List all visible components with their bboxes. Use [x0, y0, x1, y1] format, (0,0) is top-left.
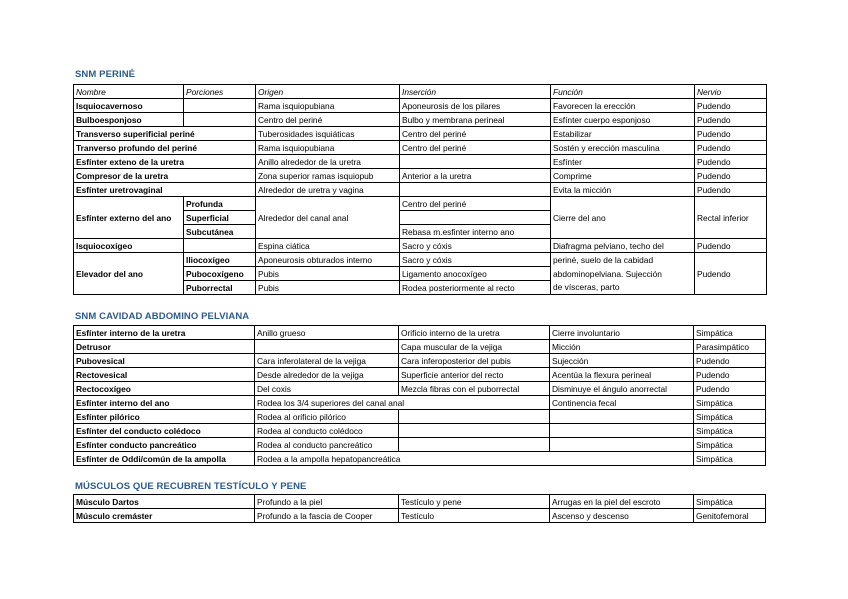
cell-nervio: Simpática [694, 396, 766, 410]
cell-origen: Anillo grueso [255, 326, 399, 340]
cell-insercion: Bulbo y membrana perineal [400, 113, 551, 127]
cell-origen: Cara inferolateral de la vejiga [255, 354, 399, 368]
cell-porciones: Pubocoxígeno [184, 267, 256, 281]
table-row [74, 197, 767, 211]
cell-nervio: Pudendo [694, 354, 766, 368]
cell-nombre: Esfínter del conducto colédoco [74, 424, 255, 438]
table-row [74, 438, 766, 452]
table-row [74, 183, 767, 197]
cell-insercion: Cara inferoposterior del pubis [399, 354, 550, 368]
cell-insercion: Centro del periné [400, 197, 551, 211]
cell-insercion [400, 155, 551, 169]
cell-nervio: Simpática [694, 452, 766, 466]
cell-origen: Zona superior ramas isquiopub [256, 169, 400, 183]
cell-insercion: Testículo y pene [399, 495, 550, 509]
table-row [74, 253, 767, 267]
cell-funcion: Disminuye el ángulo anorrectal [550, 382, 694, 396]
table-row [74, 141, 767, 155]
cell-origen: Alrededor del canal anal [256, 197, 400, 239]
cell-origen: Pubis [256, 281, 400, 295]
cell-nombre: Compresor de la uretra [74, 169, 256, 183]
cell-nombre: Esfínter externo del ano [74, 197, 184, 239]
cell-nombre: Esfínter uretrovaginal [74, 183, 256, 197]
cell-origen: Rama isquiopubiana [256, 99, 400, 113]
cell-insercion: Centro del periné [400, 141, 551, 155]
cell-origen: Alrededor de uretra y vagina [256, 183, 400, 197]
cell-nervio: Pudendo [695, 253, 767, 295]
cell-nombre: Tranverso profundo del periné [74, 141, 256, 155]
cell-nervio: Simpática [694, 495, 766, 509]
table-row [74, 155, 767, 169]
header-funcion: Función [551, 85, 695, 99]
cell-funcion: Evita la micción [551, 183, 695, 197]
cell-origen: Del coxis [255, 382, 399, 396]
cell-insercion: Aponeurosis de los pilares [400, 99, 551, 113]
table-row [74, 340, 766, 354]
cell-nervio: Simpática [694, 424, 766, 438]
cell-origen: Anillo alrededor de la uretra [256, 155, 400, 169]
cell-origen: Rama isquiopubiana [256, 141, 400, 155]
cell-nombre: Esfínter exteno de la uretra [74, 155, 256, 169]
cell-insercion [399, 410, 550, 424]
cell-nervio: Pudendo [695, 155, 767, 169]
cell-insercion [400, 211, 551, 225]
cell-insercion: Ligamento anocoxígeo [400, 267, 551, 281]
cell-funcion: Ascenso y descenso [550, 509, 694, 523]
table-row [74, 113, 767, 127]
cell-nombre: Pubovesical [74, 354, 255, 368]
cell-nombre: Detrusor [74, 340, 255, 354]
cell-funcion: periné, suelo de la cabidad [551, 253, 695, 267]
table-row [74, 326, 766, 340]
section-title-perine: SNM PERINÉ [75, 69, 136, 80]
cell-porciones: Subcutánea [184, 225, 256, 239]
cell-nervio: Simpática [694, 410, 766, 424]
cell-funcion: abdominopelviana. Sujección [551, 267, 695, 281]
cell-porciones [184, 99, 256, 113]
table-row [74, 239, 767, 253]
cell-nervio: Pudendo [694, 368, 766, 382]
cell-insercion: Rodea posteriormente al recto [400, 281, 551, 295]
table-row [74, 99, 767, 113]
cell-origen: Profundo a la fascia de Cooper [255, 509, 399, 523]
cell-nombre: Esfínter pilórico [74, 410, 255, 424]
table-row [74, 354, 766, 368]
cell-nombre: Transverso superificial periné [74, 127, 256, 141]
cell-nervio: Pudendo [695, 141, 767, 155]
cell-insercion: Sacro y cóxis [400, 253, 551, 267]
cell-nervio: Parasimpático [694, 340, 766, 354]
table-abdomino [73, 325, 766, 466]
cell-insercion: Mezcla fibras con el puborrectal [399, 382, 550, 396]
header-nervio: Nervio [695, 85, 767, 99]
cell-origen: Rodea al conducto pancreático [255, 438, 399, 452]
header-porciones: Porciones [184, 85, 256, 99]
cell-porciones: Superficial [184, 211, 256, 225]
section-title-abdomino: SNM CAVIDAD ABDOMINO PELVIANA [75, 311, 250, 322]
cell-porciones [184, 113, 256, 127]
cell-nombre: Músculo cremáster [74, 509, 255, 523]
cell-insercion [400, 183, 551, 197]
cell-funcion: Estabilizar [551, 127, 695, 141]
cell-origen [255, 340, 399, 354]
cell-funcion: de vísceras, parto [551, 281, 695, 295]
cell-nervio: Pudendo [695, 169, 767, 183]
cell-insercion: Sacro y cóxis [400, 239, 551, 253]
cell-porciones [184, 239, 256, 253]
cell-nombre: Esfínter de Oddi/común de la ampolla [74, 452, 255, 466]
table-row [74, 410, 766, 424]
cell-funcion: Cierre involuntario [550, 326, 694, 340]
table-row [74, 368, 766, 382]
table-row [74, 495, 766, 509]
cell-nervio: Pudendo [695, 239, 767, 253]
cell-origen: Profundo a la piel [255, 495, 399, 509]
cell-insercion: Testículo [399, 509, 550, 523]
cell-origen-insercion: Rodea a la ampolla hepatopancreática [255, 452, 694, 466]
cell-funcion [550, 424, 694, 438]
cell-insercion: Orificio interno de la uretra [399, 326, 550, 340]
table-row [74, 509, 766, 523]
cell-nervio: Pudendo [694, 382, 766, 396]
table-testiculo [73, 494, 766, 523]
cell-nombre: Esfínter interno de la uretra [74, 326, 255, 340]
section-title-testiculo: MÚSCULOS QUE RECUBREN TESTÍCULO Y PENE [75, 481, 307, 492]
table-row [74, 452, 766, 466]
cell-funcion: Micción [550, 340, 694, 354]
cell-origen: Aponeurosis obturados interno [256, 253, 400, 267]
cell-nombre: Elevador del ano [74, 253, 184, 295]
cell-nombre: Bulboesponjoso [74, 113, 184, 127]
cell-nombre: Esfínter interno del ano [74, 396, 255, 410]
cell-nombre: Isquiocoxígeo [74, 239, 184, 253]
cell-insercion: Rebasa m.esfinter interno ano [400, 225, 551, 239]
cell-origen-insercion: Rodea los 3/4 superiores del canal anal [255, 396, 550, 410]
cell-origen: Rodea al orificio pilórico [255, 410, 399, 424]
cell-funcion: Arrugas en la piel del escroto [550, 495, 694, 509]
cell-funcion [550, 438, 694, 452]
cell-nervio: Pudendo [695, 99, 767, 113]
header-origen: Origen [256, 85, 400, 99]
cell-nombre: Esfínter conducto pancreático [74, 438, 255, 452]
table-row [74, 127, 767, 141]
table-row [74, 169, 767, 183]
cell-nombre: Isquiocavernoso [74, 99, 184, 113]
cell-funcion: Continencia fecal [550, 396, 694, 410]
cell-funcion: Esfínter [551, 155, 695, 169]
cell-porciones: Iliocoxígeo [184, 253, 256, 267]
cell-origen: Espina ciática [256, 239, 400, 253]
cell-origen: Desde alrededor de la vejiga [255, 368, 399, 382]
cell-origen: Pubis [256, 267, 400, 281]
cell-nervio: Rectal inferior [695, 197, 767, 239]
table-header-row [74, 85, 767, 99]
cell-origen: Rodea al conducto colédoco [255, 424, 399, 438]
cell-insercion: Capa muscular de la vejiga [399, 340, 550, 354]
cell-nervio: Genitofemoral [694, 509, 766, 523]
header-insercion: Inserción [400, 85, 551, 99]
cell-nervio: Simpática [694, 326, 766, 340]
cell-nombre: Músculo Dartos [74, 495, 255, 509]
cell-funcion: Diafragma pelviano, techo del [551, 239, 695, 253]
table-perine [73, 84, 767, 295]
cell-origen: Centro del periné [256, 113, 400, 127]
cell-funcion: Cierre del ano [551, 197, 695, 239]
cell-porciones: Profunda [184, 197, 256, 211]
cell-porciones: Puborrectal [184, 281, 256, 295]
cell-insercion: Superficie anterior del recto [399, 368, 550, 382]
cell-funcion [550, 410, 694, 424]
cell-insercion [399, 438, 550, 452]
table-row [74, 396, 766, 410]
cell-nombre: Rectocoxígeo [74, 382, 255, 396]
header-nombre: Nombre [74, 85, 184, 99]
cell-insercion: Centro del periné [400, 127, 551, 141]
cell-nervio: Simpática [694, 438, 766, 452]
cell-funcion: Sostén y erección masculina [551, 141, 695, 155]
cell-funcion: Acentúa la flexura perineal [550, 368, 694, 382]
cell-insercion: Anterior a la uretra [400, 169, 551, 183]
cell-funcion: Favorecen la erección [551, 99, 695, 113]
cell-origen: Tuberosidades isquiáticas [256, 127, 400, 141]
cell-funcion: Esfínter cuerpo esponjoso [551, 113, 695, 127]
cell-nervio: Pudendo [695, 113, 767, 127]
table-row [74, 424, 766, 438]
cell-insercion [399, 424, 550, 438]
table-row [74, 382, 766, 396]
cell-nombre: Rectovesical [74, 368, 255, 382]
cell-nervio: Pudendo [695, 127, 767, 141]
cell-nervio: Pudendo [695, 183, 767, 197]
cell-funcion: Sujección [550, 354, 694, 368]
cell-funcion: Comprime [551, 169, 695, 183]
